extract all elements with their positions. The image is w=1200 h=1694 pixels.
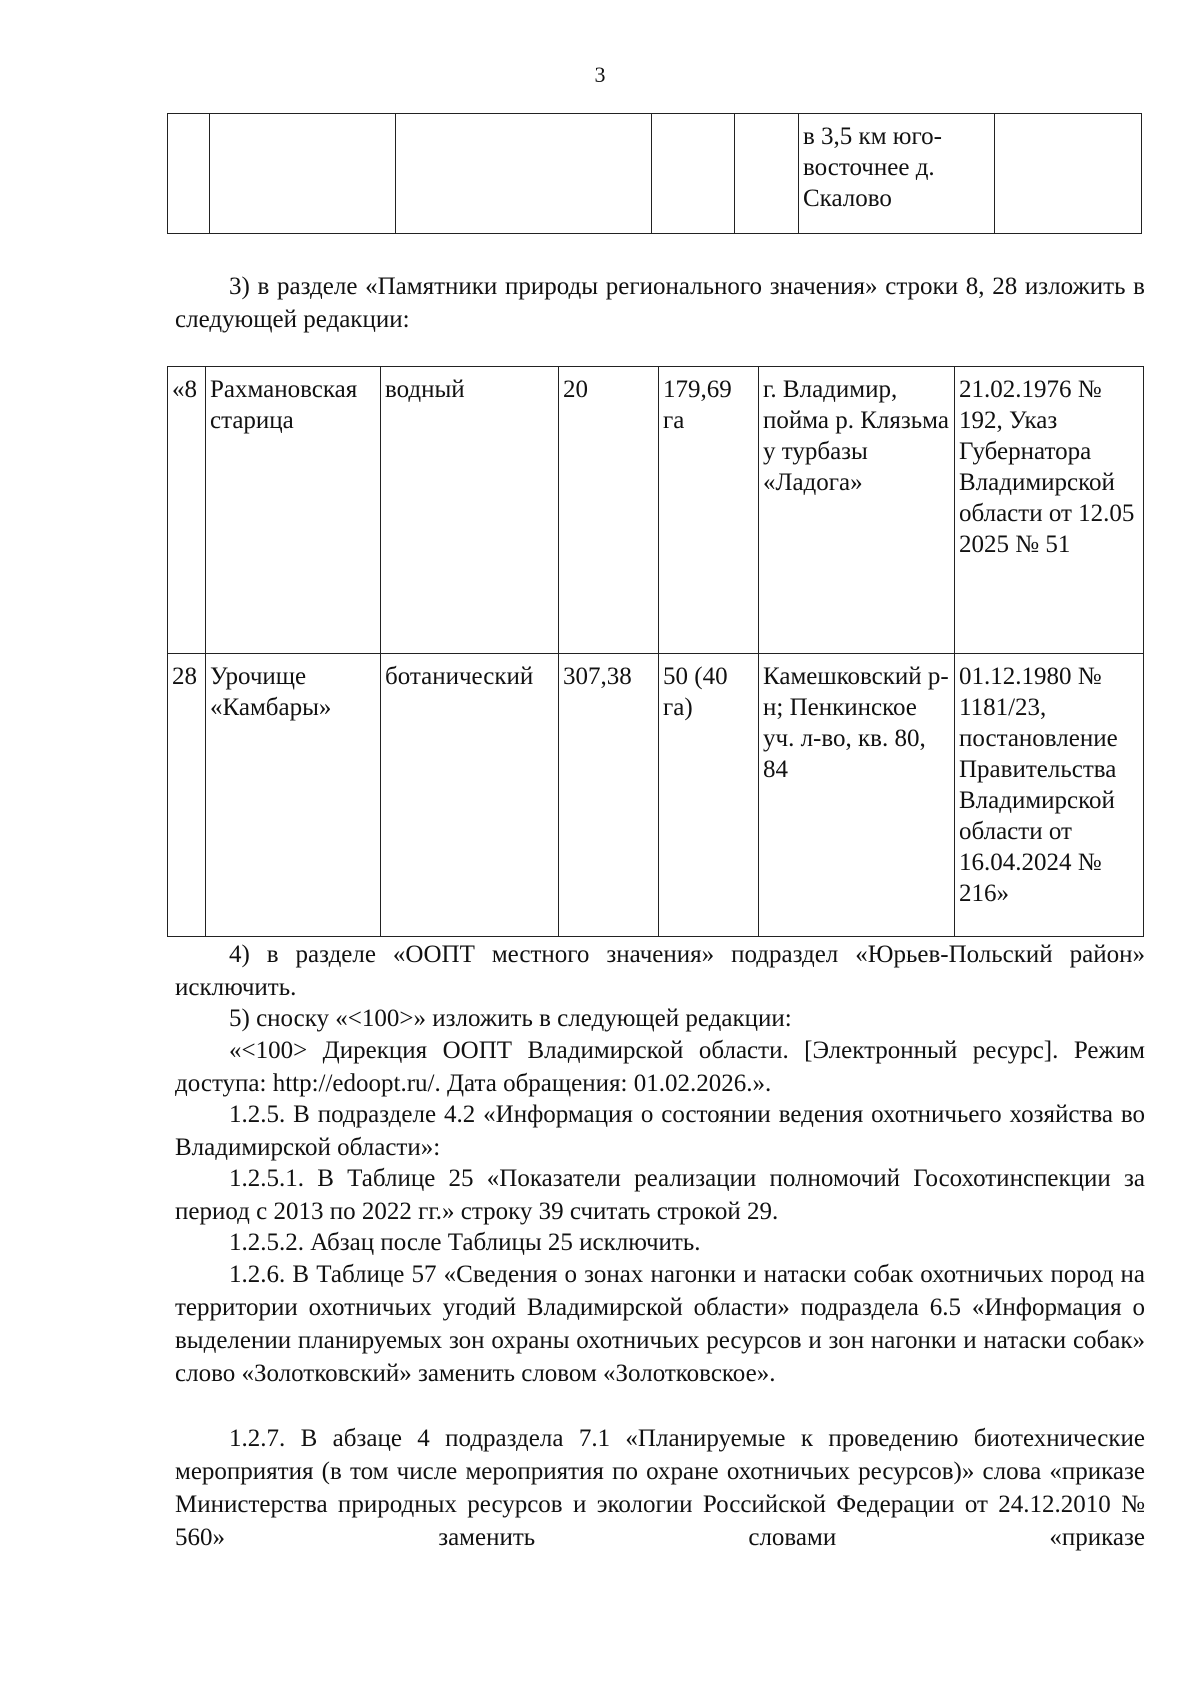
table-cell [735, 114, 799, 234]
paragraph-1-2-5-1: 1.2.5.1. В Таблице 25 «Показатели реализации полномочий Госохотинспекции за период с 2013 по 2022 гг.» строку 39 считать строкой 29. [175, 1165, 1145, 1225]
table-row [168, 654, 1144, 937]
paragraph-3: 3) в разделе «Памятники природы регионального значения» строки 8, 28 изложить в следующей редакции: [175, 273, 1145, 333]
location-cell: Камешковский р-н; Пенкинское уч. л-во, кв. 80, 84 [759, 654, 955, 937]
table-cell [210, 114, 396, 234]
paragraph-5: 5) сноску «<100>» изложить в следующей редакции: [229, 1005, 792, 1032]
monument-type: водный [381, 367, 559, 654]
paragraph-1-2-6: 1.2.6. В Таблице 57 «Сведения о зонах нагонки и натаски собак охотничьих пород на территории охотничьих угодий Владимирской области» подраздела 6.5 «Информация о выделении планируемых зон охраны охотничьих ресурсов и зон нагонки и натаски собак» слово «Золотковский» заменить словом «Золотковское». [175, 1261, 1145, 1387]
table-cell [652, 114, 735, 234]
table-cell-location: в 3,5 км юго-восточнее д. Скалово [799, 114, 995, 234]
document-cell: 01.12.1980 № 1181/23, постановление Правительства Владимирской области от 16.04.2024 № 216» [955, 654, 1144, 937]
paragraph-1-2-7: 1.2.7. В абзаце 4 подраздела 7.1 «Планируемые к проведению биотехнические мероприятия (в том числе мероприятия по охране охотничьих ресурсов)» слова «приказе Министерства природных ресурсов и экологии Российской Федерации от 24.12.2010 № 560» заменить словами «приказе [175, 1425, 1145, 1551]
value-cell: 307,38 [559, 654, 659, 937]
row-number: «8 [168, 367, 206, 654]
monument-name: Урочище «Камбары» [206, 654, 381, 937]
area-cell: 179,69 га [659, 367, 759, 654]
paragraph-1-2-5-2: 1.2.5.2. Абзац после Таблицы 25 исключить. [229, 1229, 701, 1256]
paragraph-4: 4) в разделе «ООПТ местного значения» подраздел «Юрьев-Польский район» исключить. [175, 941, 1145, 1001]
value-cell: 20 [559, 367, 659, 654]
nature-monuments-table [167, 366, 1144, 937]
row-number: 28 [168, 654, 206, 937]
document-cell: 21.02.1976 № 192, Указ Губернатора Владимирской области от 12.05 2025 № 51 [955, 367, 1144, 654]
monument-type: ботанический [381, 654, 559, 937]
monument-name: Рахмановская старица [206, 367, 381, 654]
table-row [168, 114, 1142, 234]
area-cell: 50 (40 га) [659, 654, 759, 937]
table-continuation [167, 113, 1142, 234]
paragraph-footnote: «<100> Дирекция ООПТ Владимирской области. [Электронный ресурс]. Режим доступа: http://edoopt.ru/. Дата обращения: 01.02.2026.». [175, 1037, 1145, 1097]
page-number: 3 [594, 62, 606, 87]
paragraph-1-2-5: 1.2.5. В подразделе 4.2 «Информация о состоянии ведения охотничьего хозяйства во Владимирской области»: [175, 1101, 1145, 1161]
table-cell [168, 114, 210, 234]
table-row [168, 367, 1144, 654]
table-cell [995, 114, 1142, 234]
location-cell: г. Владимир, пойма р. Клязьма у турбазы «Ладога» [759, 367, 955, 654]
table-cell [396, 114, 652, 234]
